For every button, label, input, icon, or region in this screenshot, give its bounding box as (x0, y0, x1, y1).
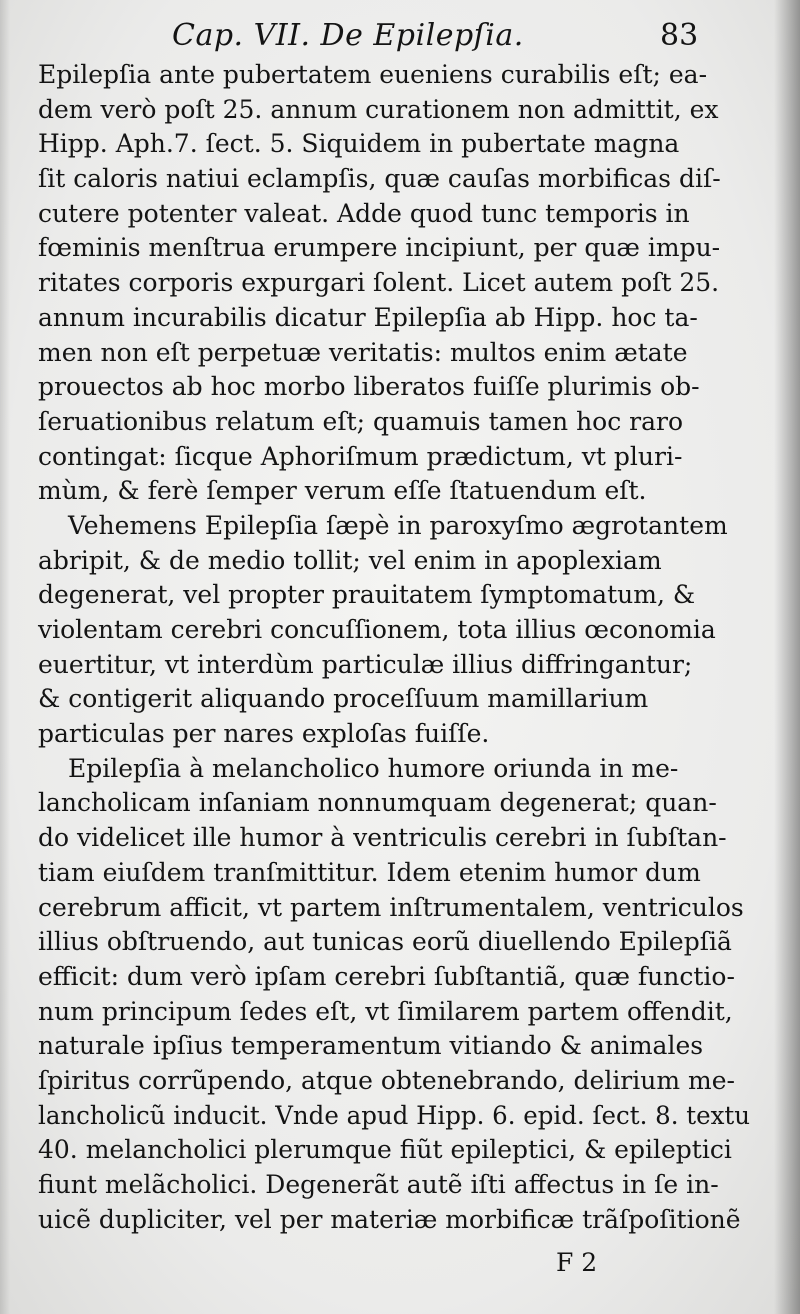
binding-shadow (774, 0, 800, 1314)
text-line: & contigerit aliquando proceſſuum mamillarium (38, 684, 649, 714)
text-line: illius obſtruendo, aut tunicas eorũ diuellendo Epilepſiã (38, 927, 732, 957)
text-line: Epilepſia ante pubertatem eueniens curabilis eſt; ea- (38, 60, 708, 89)
text-line: naturale ipſius temperamentum vitiando & animales (38, 1031, 704, 1061)
paragraph-first-line: Vehemens Epilepſia ſæpè in paroxyſmo ægrotantem (68, 510, 728, 540)
text-line: cutere potenter valeat. Adde quod tunc temporis in (38, 198, 690, 228)
text-line: uicẽ dupliciter, vel per materiæ morbificæ trãſpoſitionẽ (38, 1204, 741, 1234)
text-line: mùm, & ferè ſemper verum eſſe ſtatuendum eſt. (38, 476, 647, 506)
text-line: dem verò poſt 25. annum curationem non admittit, ex (38, 94, 719, 124)
page-number: 83 (660, 18, 699, 53)
text-line: fiunt melãcholici. Degenerãt autẽ iſti affectus in ſe in- (38, 1170, 719, 1199)
text-line: prouectos ab hoc morbo liberatos fuiſſe plurimis ob- (38, 372, 700, 402)
text-line: num principum ſedes eſt, vt ſimilarem partem offendit, (38, 996, 733, 1026)
running-title: Cap. VII. De Epilepſia. (172, 18, 524, 53)
text-line: ſeruationibus relatum eſt; quamuis tamen hoc raro (38, 406, 684, 436)
text-line: violentam cerebri concuſſionem, tota illius œconomia (38, 615, 716, 644)
text-line: degenerat, vel propter prauitatem ſymptomatum, & (38, 580, 696, 610)
text-line: ſit caloris natiui eclampſis, quæ cauſas morbificas diſ- (38, 164, 721, 194)
text-line: fœminis menſtrua erumpere incipiunt, per quæ impu- (38, 233, 721, 263)
text-line: 40. melancholici plerumque fiũt epileptici, & epileptici (38, 1135, 732, 1165)
text-line: men non eſt perpetuæ veritatis: multos enim ætate (38, 337, 688, 367)
text-line: tiam eiuſdem tranſmittitur. Idem etenim humor dum (38, 857, 701, 887)
signature-mark: F 2 (556, 1248, 598, 1277)
text-line: ſpiritus corrũpendo, atque obtenebrando, delirium me- (38, 1065, 735, 1095)
text-line: lancholicũ inducit. Vnde apud Hipp. 6. epid. ſect. 8. textu (38, 1100, 750, 1130)
paragraph-first-line: Epilepſia à melancholico humore oriunda in me- (68, 753, 679, 783)
text-line: annum incurabilis dicatur Epilepſia ab Hipp. hoc ta- (38, 302, 698, 332)
text-line: Hipp. Aph.7. ſect. 5. Siquidem in pubertate magna (38, 129, 680, 159)
text-line: do videlicet ille humor à ventriculis cerebri in ſubſtan- (38, 823, 727, 853)
text-line: efficit: dum verò ipſam cerebri ſubſtantiã, quæ functio- (38, 961, 735, 991)
text-line: contingat: ſicque Aphoriſmum prædictum, vt pluri- (38, 441, 683, 471)
text-line: abripit, & de medio tollit; vel enim in apoplexiam (38, 545, 662, 575)
body-text (38, 58, 750, 1237)
text-line: cerebrum afficit, vt partem inſtrumentalem, ventriculos (38, 892, 744, 922)
text-line: ritates corporis expurgari ſolent. Licet autem poſt 25. (38, 268, 720, 298)
page-header (0, 14, 800, 60)
page-edge-shadow (0, 0, 10, 1314)
text-line: particulas per nares exploſas fuiſſe. (38, 719, 490, 749)
text-line: lancholicam inſaniam nonnumquam degenerat; quan- (38, 788, 717, 818)
text-line: euertitur, vt interdùm particulæ illius diffringantur; (38, 649, 693, 679)
